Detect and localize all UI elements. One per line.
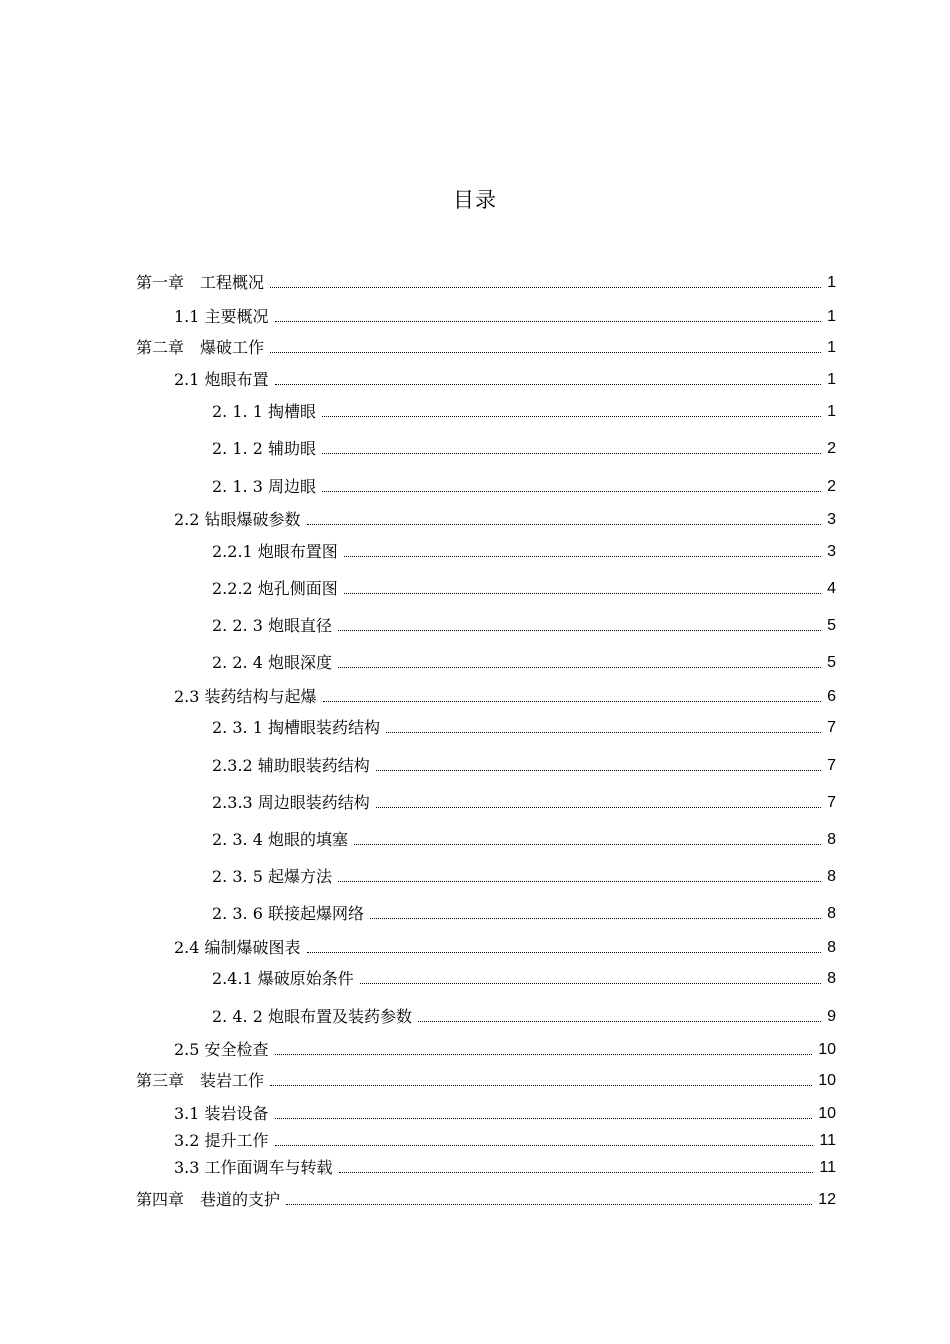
dot-leader	[322, 491, 821, 492]
toc-page-number: 1	[827, 274, 836, 291]
dot-leader	[376, 807, 821, 808]
toc-page-number: 7	[827, 757, 836, 774]
toc-page-number: 6	[827, 688, 836, 705]
toc-page-number: 8	[827, 831, 836, 848]
toc-entry-label: 2.4.1 爆破原始条件	[212, 969, 354, 988]
toc-entry-label: 3.1 装岩设备	[174, 1104, 269, 1123]
toc-entry-label: 第四章 巷道的支护	[136, 1190, 281, 1209]
toc-entry[interactable]	[174, 1130, 836, 1152]
toc-entry[interactable]	[212, 968, 836, 990]
toc-entry-label: 2.3 装药结构与起爆	[174, 687, 317, 706]
toc-entry-label: 2. 1. 3 周边眼	[212, 477, 316, 496]
dot-leader	[270, 352, 821, 353]
dot-leader	[376, 770, 821, 771]
toc-entry-label: 2. 3. 1 掏槽眼装药结构	[212, 718, 380, 737]
toc-entry[interactable]	[174, 1157, 836, 1179]
toc-entry[interactable]	[174, 369, 836, 391]
toc-entry-label: 2. 3. 6 联接起爆网络	[212, 904, 364, 923]
toc-page-number: 9	[827, 1008, 836, 1025]
toc-page-number: 7	[827, 719, 836, 736]
toc-entry[interactable]	[174, 1039, 836, 1061]
toc-page-number: 2	[827, 478, 836, 495]
toc-entry-label: 2. 4. 2 炮眼布置及装药参数	[212, 1007, 412, 1026]
toc-entry-label: 第一章 工程概况	[136, 273, 265, 292]
toc-entry[interactable]	[212, 829, 836, 851]
dot-leader	[344, 593, 821, 594]
toc-entry[interactable]	[212, 717, 836, 739]
dot-leader	[275, 1145, 814, 1146]
dot-leader	[307, 952, 822, 953]
toc-entry-label: 2. 1. 2 辅助眼	[212, 439, 316, 458]
dot-leader	[270, 287, 821, 288]
toc-entry[interactable]	[212, 903, 836, 925]
dot-leader	[370, 918, 821, 919]
toc-page-number: 8	[827, 970, 836, 987]
toc-page-number: 4	[827, 580, 836, 597]
dot-leader	[322, 453, 821, 454]
toc-entry-label: 2. 3. 5 起爆方法	[212, 867, 332, 886]
toc-page-number: 3	[827, 543, 836, 560]
toc-entry-label: 2. 2. 4 炮眼深度	[212, 653, 332, 672]
toc-page-number: 8	[827, 905, 836, 922]
toc-page-number: 5	[827, 617, 836, 634]
dot-leader	[354, 844, 821, 845]
toc-entry[interactable]	[212, 1006, 836, 1028]
dot-leader	[338, 881, 821, 882]
toc-entry[interactable]	[174, 686, 836, 708]
toc-page-number: 2	[827, 440, 836, 457]
toc-entry-label: 2. 1. 1 掏槽眼	[212, 402, 316, 421]
toc-page-number: 11	[819, 1159, 836, 1176]
toc-entry[interactable]	[212, 438, 836, 460]
toc-page-number: 10	[818, 1072, 836, 1089]
toc-page-number: 7	[827, 794, 836, 811]
toc-entry[interactable]	[212, 652, 836, 674]
toc-page-number: 3	[827, 511, 836, 528]
toc-entry-label: 第二章 爆破工作	[136, 338, 265, 357]
dot-leader	[322, 416, 821, 417]
toc-page-number: 1	[827, 339, 836, 356]
toc-page-number: 12	[818, 1191, 836, 1208]
dot-leader	[344, 556, 821, 557]
dot-leader	[275, 321, 822, 322]
toc-entry[interactable]	[212, 755, 836, 777]
dot-leader	[418, 1021, 821, 1022]
dot-leader	[275, 384, 822, 385]
toc-page-number: 8	[827, 868, 836, 885]
dot-leader	[339, 1172, 814, 1173]
page-title: 目录	[453, 188, 497, 212]
toc-entry-label: 2.2.1 炮眼布置图	[212, 542, 338, 561]
dot-leader	[270, 1085, 812, 1086]
toc-entry[interactable]	[136, 1070, 836, 1092]
toc-entry-label: 2.3.3 周边眼装药结构	[212, 793, 370, 812]
toc-entry[interactable]	[212, 401, 836, 423]
toc-page-number: 5	[827, 654, 836, 671]
toc-entry[interactable]	[212, 792, 836, 814]
toc-entry-label: 3.2 提升工作	[174, 1131, 269, 1150]
toc-page-number: 1	[827, 403, 836, 420]
toc-entry[interactable]	[174, 306, 836, 328]
dot-leader	[386, 732, 821, 733]
toc-entry[interactable]	[212, 578, 836, 600]
toc-entry[interactable]	[136, 337, 836, 359]
toc-page-number: 11	[819, 1132, 836, 1149]
toc-entry-label: 2.3.2 辅助眼装药结构	[212, 756, 370, 775]
toc-entry[interactable]	[174, 509, 836, 531]
dot-leader	[323, 701, 822, 702]
dot-leader	[275, 1054, 813, 1055]
toc-page-number: 8	[827, 939, 836, 956]
toc-entry-label: 1.1 主要概况	[174, 307, 269, 326]
toc-entry-label: 3.3 工作面调车与转载	[174, 1158, 333, 1177]
toc-entry-label: 2.5 安全检查	[174, 1040, 269, 1059]
dot-leader	[275, 1118, 813, 1119]
toc-entry[interactable]	[212, 476, 836, 498]
toc-entry-label: 2.2.2 炮孔侧面图	[212, 579, 338, 598]
toc-entry[interactable]	[136, 1189, 836, 1211]
toc-entry[interactable]	[174, 937, 836, 959]
toc-entry[interactable]	[136, 272, 836, 294]
dot-leader	[360, 983, 821, 984]
toc-entry-label: 2. 2. 3 炮眼直径	[212, 616, 332, 635]
toc-entry-label: 2.2 钻眼爆破参数	[174, 510, 301, 529]
dot-leader	[338, 630, 821, 631]
toc-entry[interactable]	[212, 866, 836, 888]
toc-entry[interactable]	[212, 541, 836, 563]
dot-leader	[286, 1204, 812, 1205]
toc-entry-label: 2.1 炮眼布置	[174, 370, 269, 389]
toc-page-number: 10	[818, 1105, 836, 1122]
toc-page-number: 1	[827, 371, 836, 388]
dot-leader	[307, 524, 822, 525]
toc-entry-label: 第三章 装岩工作	[136, 1071, 265, 1090]
dot-leader	[338, 667, 821, 668]
toc-page-number: 1	[827, 308, 836, 325]
toc-entry-label: 2.4 编制爆破图表	[174, 938, 301, 957]
toc-page-number: 10	[818, 1041, 836, 1058]
toc-entry[interactable]	[174, 1103, 836, 1125]
toc-entry[interactable]	[212, 615, 836, 637]
toc-entry-label: 2. 3. 4 炮眼的填塞	[212, 830, 348, 849]
